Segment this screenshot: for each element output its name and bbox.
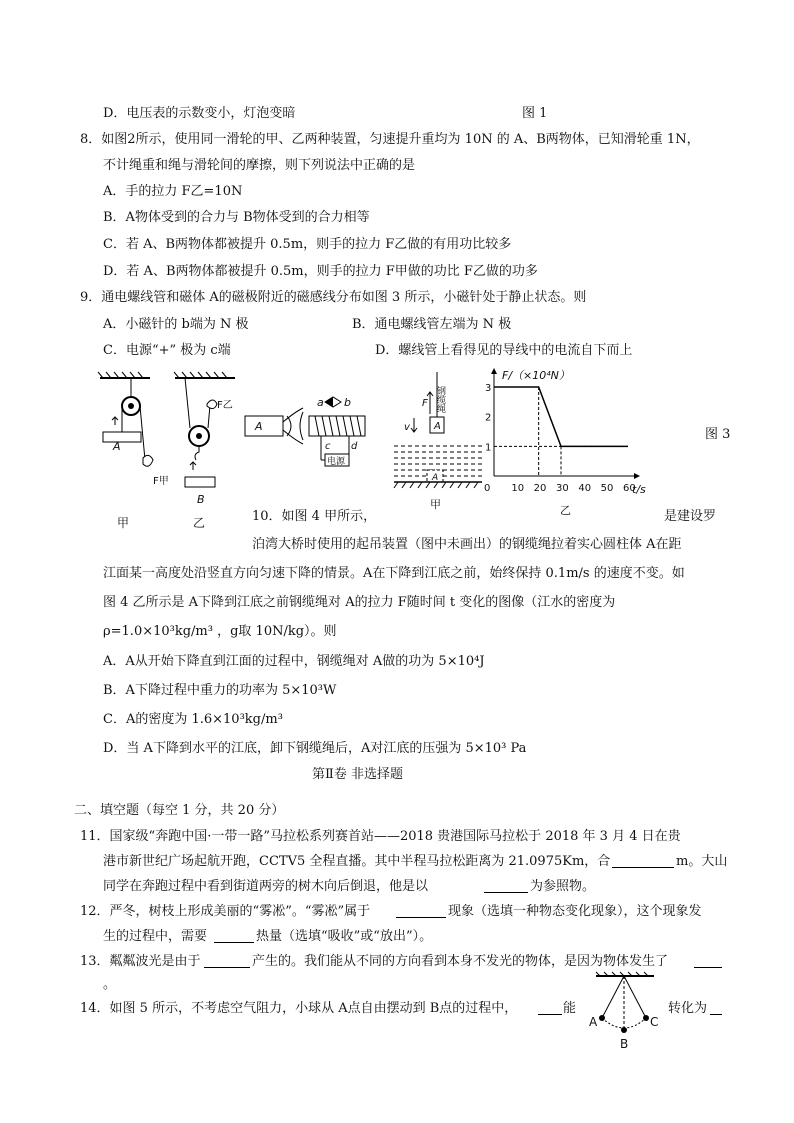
q12-line2-start: 生的过程中，需要 — [103, 929, 208, 944]
q12-blank-2[interactable] — [214, 942, 254, 943]
y-tick-label: 3 — [485, 383, 492, 394]
force-label-f: F — [422, 398, 428, 409]
q10-option-a: A．A从开始下降直到江面的过程中，钢缆绳对 A做的功为 5×10⁴J — [103, 654, 485, 669]
q8-stem-line2: 不计绳重和绳与滑轮间的摩擦，则下列说法中正确的是 — [103, 158, 416, 173]
x-tick-label: 60 — [623, 483, 636, 494]
q10-line4: 图 4 乙所示是 A下降到江底之前钢缆绳对 A的拉力 F随时间 t 变化的图像（江水的密度为 — [103, 595, 616, 610]
q9-option-b: B．通电螺线管左端为 N 极 — [352, 317, 512, 332]
q12-line1-end: 现象（选填一种物态变化现象），这个现象发 — [448, 904, 702, 919]
x-tick-label: 20 — [533, 483, 547, 494]
q9-stem: 9．通电螺线管和磁体 A的磁极附近的磁感线分布如图 3 所示，小磁针处于静止状态。则 — [80, 290, 587, 305]
y-axis-arrow — [491, 368, 497, 374]
q10-line1-start: 10．如图 4 甲所示， — [252, 509, 377, 524]
q10-line3: 江面某一高度处沿竖直方向匀速下降的情景。A在下降到江底之前，始终保持 0.1m/s 的速度不变。如 — [103, 566, 685, 581]
pulley-label-fjia: F甲 — [153, 476, 169, 487]
q11-line3-end: 为参照物。 — [530, 879, 596, 894]
q11-line2-end: m。大山 — [676, 854, 728, 869]
q13-blank-2[interactable] — [694, 967, 722, 968]
q14-blank-1[interactable] — [538, 1014, 562, 1015]
q13-line1-mid: 产生的。我们能从不同的方向看到本身不发光的物体，是因为物体发生了 — [252, 954, 669, 969]
y-tick-label: 2 — [485, 412, 492, 424]
force-series-line — [494, 387, 628, 446]
q10-option-d: D．当 A下降到水平的江底，卸下钢缆绳后，A对江底的压强为 5×10³ Pa — [103, 741, 527, 756]
q12-line2-end: 热量（选填“吸收”或“放出”）。 — [256, 929, 433, 944]
needle-label-b: b — [344, 396, 351, 409]
crane-caption-jia: 甲 — [430, 498, 441, 511]
pulley-label-a: A — [113, 440, 121, 453]
x-tick-label: 40 — [578, 483, 592, 494]
q10-line5: ρ=1.0×10³kg/m³ ，g取 10N/kg）。则 — [103, 624, 337, 639]
x-tick-label: 10 — [511, 483, 525, 494]
section-2-heading: 二、填空题（每空 1 分，共 20 分） — [74, 803, 285, 818]
pulley-caption-jia: 甲 — [117, 516, 130, 530]
q7-option-d: D．电压表的示数变小，灯泡变暗 — [103, 106, 296, 121]
q9-option-d: D．螺线管上看得见的导线中的电流自下而上 — [375, 343, 633, 358]
x-tick-label: 50 — [600, 483, 614, 494]
q9-option-c: C．电源“+” 极为 c端 — [103, 343, 231, 358]
q14-line1-neng: 能 — [563, 1001, 577, 1016]
figure-3-caption: 图 3 — [705, 427, 731, 442]
q8-stem-line1: 8．如图2所示，使用同一滑轮的甲、乙两种装置，匀速提升重均为 10N 的 A、B两物体，已知滑轮重 1N， — [80, 132, 700, 147]
q8-option-a: A．手的拉力 F乙=10N — [103, 184, 243, 199]
graph-x-label: t/s — [632, 483, 646, 496]
x-axis-arrow — [634, 473, 640, 479]
q10-option-c: C．A的密度为 1.6×10³kg/m³ — [103, 712, 283, 727]
q14-line1-start: 14．如图 5 所示，不考虑空气阻力，小球从 A点自由摆动到 B点的过程中， — [80, 1001, 518, 1016]
q12-line1-start: 12．严冬，树枝上形成美丽的“雾凇”。“雾凇”属于 — [80, 904, 371, 919]
terminal-label-d: d — [351, 441, 358, 452]
q14-line1-end: 转化为 — [668, 1001, 708, 1016]
q10-option-b: B．A下降过程中重力的功率为 5×10³W — [103, 683, 337, 698]
graph-caption-yi: 乙 — [560, 504, 571, 517]
q11-blank-1[interactable] — [612, 867, 674, 868]
q14-blank-2[interactable] — [710, 1014, 722, 1015]
pendulum-figure — [586, 972, 666, 1052]
q12-blank-1[interactable] — [396, 917, 446, 918]
q11-line1: 11．国家级“奔跑中国·一带一路”马拉松系列赛首站——2018 贵港国际马拉松于 2018 年 3 月 4 日在贵 — [80, 829, 681, 844]
pulley-label-fyi: F乙 — [217, 400, 233, 411]
pendulum-label-a: A — [589, 1015, 598, 1029]
q10-line1-end: 是建设罗 — [664, 509, 717, 524]
pulley-figure — [95, 370, 245, 530]
q13-line2: 。 — [103, 977, 117, 992]
pendulum-label-c: C — [650, 1015, 659, 1029]
cylinder-bottom-label-a: A — [432, 473, 439, 483]
q13-line1-start: 13．粼粼波光是由于 — [80, 954, 201, 969]
magnet-label-a: A — [255, 420, 263, 433]
pulley-label-b: B — [197, 493, 205, 506]
force-time-graph — [478, 365, 658, 520]
q10-line2: 泊湾大桥时使用的起吊装置（图中未画出）的钢缆绳拉着实心圆柱体 A在距 — [252, 537, 682, 552]
q11-line2-start: 港市新世纪广场起航开跑，CCTV5 全程直播。其中半程马拉松距离为 21.0975Km，合 — [103, 854, 611, 869]
x-tick-label: 0 — [484, 483, 491, 494]
crane-figure — [392, 372, 487, 512]
velocity-label-v: v — [404, 422, 410, 433]
needle-label-a: a — [317, 396, 324, 409]
cable-label: 钢缆绳 — [435, 386, 445, 413]
x-tick-label: 30 — [556, 483, 569, 494]
q8-option-b: B．A物体受到的合力与 B物体受到的合力相等 — [103, 210, 370, 225]
terminal-label-c: c — [325, 441, 331, 452]
pendulum-label-b: B — [620, 1037, 629, 1051]
cylinder-label-a: A — [434, 421, 441, 432]
solenoid-figure — [245, 392, 375, 472]
q8-option-d: D．若 A、B两物体都被提升 0.5m，则手的拉力 F甲做的功比 F乙做的功多 — [103, 264, 538, 279]
q9-option-a: A．小磁针的 b端为 N 极 — [103, 317, 249, 332]
part-2-heading: 第Ⅱ卷 非选择题 — [312, 767, 403, 782]
q8-option-c: C．若 A、B两物体都被提升 0.5m，则手的拉力 F乙做的有用功比较多 — [103, 237, 512, 252]
q13-blank-1[interactable] — [204, 967, 250, 968]
figure-1-caption: 图 1 — [522, 106, 548, 121]
power-source-label: 电源 — [327, 457, 346, 467]
pulley-caption-yi: 乙 — [193, 516, 206, 530]
q11-blank-2[interactable] — [484, 892, 528, 893]
q11-line3-start: 同学在奔跑过程中看到街道两旁的树木向后倒退，他是以 — [103, 879, 429, 894]
graph-y-label: F/（×10⁴N） — [502, 369, 570, 382]
y-tick-label: 1 — [485, 442, 492, 454]
